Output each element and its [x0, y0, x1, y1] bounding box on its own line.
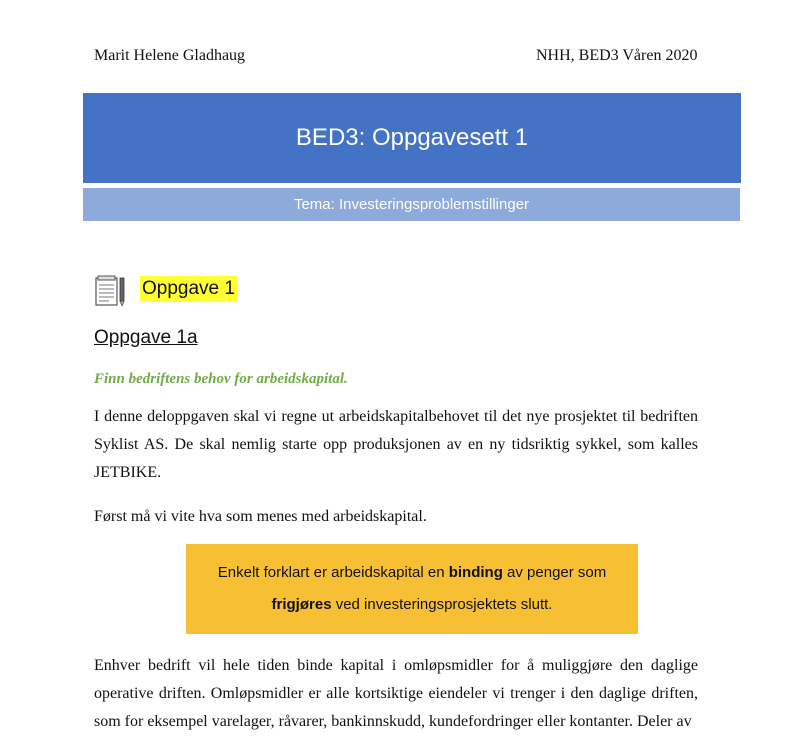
- page-title: BED3: Oppgavesett 1: [295, 124, 529, 151]
- page-subtitle: Tema: Investeringsproblemstillinger: [293, 196, 530, 213]
- task-title: Oppgave 1: [140, 276, 237, 302]
- callout-text: [218, 557, 607, 621]
- task-subtitle: Oppgave 1a: [94, 327, 198, 348]
- task-instruction: Finn bedriftens behov for arbeidskapital.: [94, 371, 348, 387]
- callout-keyword: binding: [448, 564, 503, 581]
- paragraph: Først må vi vite hva som menes med arbeidskapital.: [94, 508, 427, 525]
- notepad-pencil-icon: [94, 275, 128, 307]
- callout-text-part: av penger som: [502, 564, 607, 581]
- definition-callout: [186, 544, 638, 634]
- title-banner: [83, 93, 741, 183]
- paragraph: Enhver bedrift vil hele tiden binde kapital i omløpsmidler for å muliggjøre den daglige operative driften. Omløpsmidler er alle kortsiktige eiendeler vi trenger i den daglige driften, som for eksempel varelager, råvarer, bankinnskudd, kundefordringer eller kontanter. Deler av: [94, 657, 698, 730]
- paragraph: I denne deloppgaven skal vi regne ut arbeidskapitalbehovet til det nye prosjektet til bedriften Syklist AS. De skal nemlig starte opp produksjonen av en ny tidsriktig sykkel, som kalles JETBIKE.: [94, 408, 698, 481]
- subtitle-banner: [83, 188, 740, 221]
- callout-text-part: ved investeringsprosjektets slutt.: [331, 596, 553, 613]
- callout-keyword: frigjøres: [271, 596, 332, 613]
- document-author: Marit Helene Gladhaug: [94, 47, 246, 64]
- callout-text-part: Enkelt forklart er arbeidskapital en: [217, 564, 449, 581]
- course-label: NHH, BED3 Våren 2020: [536, 47, 698, 64]
